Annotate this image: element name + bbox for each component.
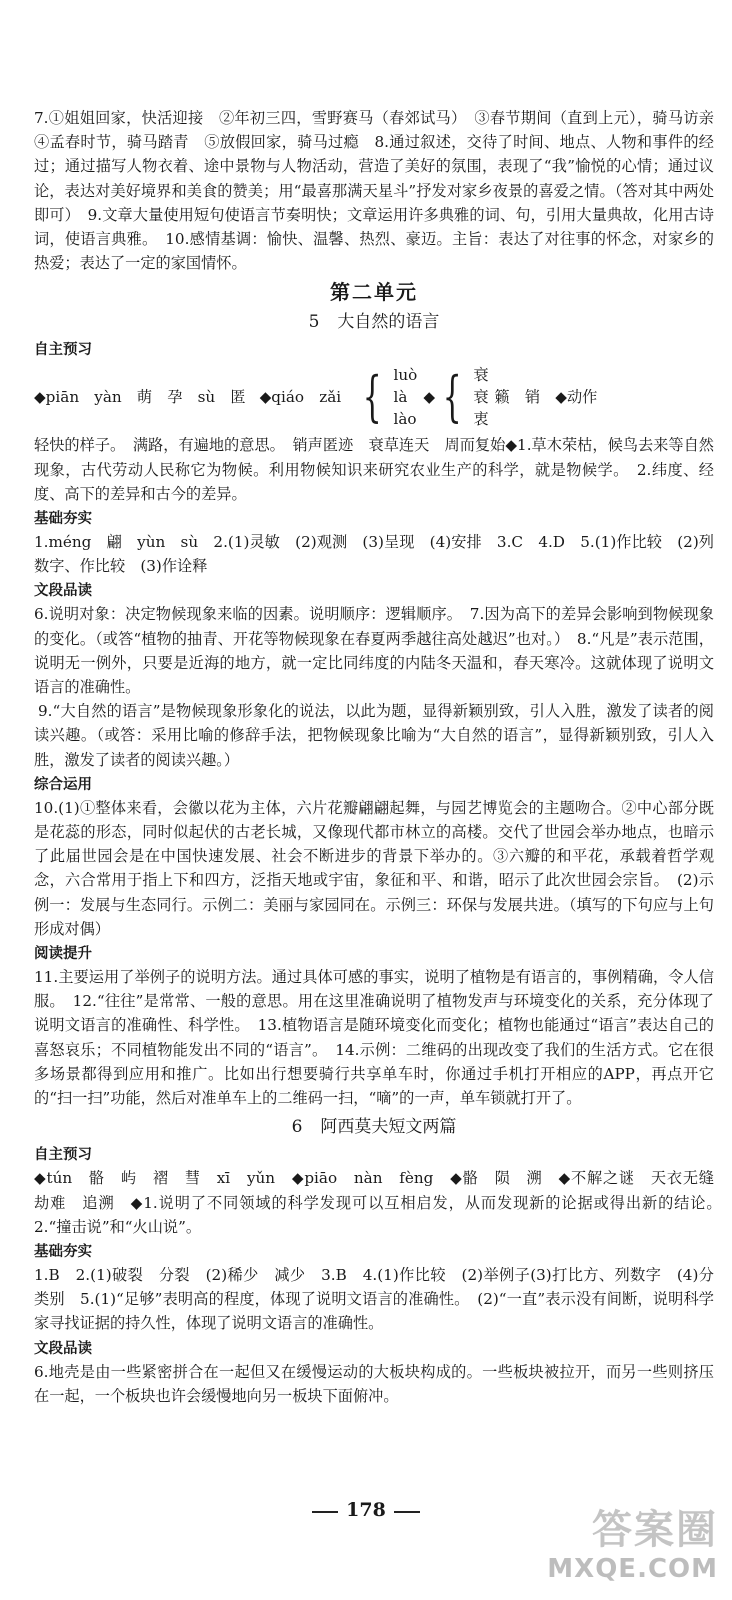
lesson5-title [34, 307, 714, 337]
left-brace-icon: { [442, 365, 462, 429]
lesson5-read-heading: 文段品读 [34, 583, 92, 600]
lesson6-title [34, 1112, 714, 1142]
lesson5-preview-heading: 自主预习 [34, 342, 92, 359]
divider [312, 1511, 338, 1513]
lesson5-improve: 11.主要运用了举例子的说明方法。通过具体可感的事实，说明了植物是有语言的，事例精确，令人信服。 12.“往往”是常常、一般的意思。用在这里准确说明了植物发声与环境变化的关系，充分体现了说明文语言的准确性、科学性。 13.植物语言是随环境变化而变化；植物也能通过“语言”表达自己的喜怒哀乐；不同植物能发出不同的“语言”。 14.示例：二维码的出现改变了我们的生活方式。它在很多场景都得到应用和推广。比如出行想要骑行共享单车时，你通过手机打开相应的APP，再点开它的“扫一扫”功能，然后对准单车上的二维码一扫，“嘀”的一声，单车锁就打开了。 [34, 968, 714, 1108]
lesson6-preview-heading: 自主预习 [34, 1147, 92, 1164]
lesson6-basic: 1.B 2.(1)破裂 分裂 (2)稀少 减少 3.B 4.(1)作比较 (2)举例子(3)打比方、列数字 (4)分类别 5.(1)“足够”表明高的程度，体现了说明文语言的准确性。 (2)“一直”表示没有间断，说明科学家寻找证据的持久性，体现了说明文语言的准确性。 [34, 1265, 714, 1333]
lesson5-basic-heading: 基础夯实 [34, 511, 92, 528]
stack-item: 衷 [473, 410, 489, 429]
unit-title: 第二单元 [330, 280, 418, 305]
stack-item: lào [393, 410, 417, 429]
lesson5-name: 大自然的语言 [337, 312, 440, 333]
page-content [34, 106, 730, 1410]
preview-stack-shuai [473, 364, 488, 430]
preview-pinyin-b: ◆qiáo zǎi [259, 388, 342, 407]
preview-stack-luo [394, 364, 418, 430]
lesson5-improve-heading: 阅读提升 [34, 946, 92, 963]
intro-answers: 7.①姐姐回家，快活迎接 ②年初三四，雪野赛马（春郊试马） ③春节期间（直到上元），骑马访亲 ④孟春时节，骑马踏青 ⑤放假回家，骑马过瘾 8.通过叙述，交待了时间、地点、人物和事件的经过；通过描写人物衣着、途中景物与人物活动，营造了美好的氛围，表现了“我”愉悦的心情；通过议论，表达对美好境界和美食的赞美；用“最喜那满天星斗”抒发对家乡夜景的喜爱之情。（答对其中两处即可） 9.文章大量使用短句使语言节奏明快；文章运用许多典雅的词、句，引用大量典故，化用古诗词，使语言典雅。 10.感情基调：愉快、温馨、热烈、豪迈。主旨：表达了对往事的怀念，对家乡的热爱；表达了一定的家国情怀。 [34, 109, 730, 273]
lesson5-preview-line [34, 361, 714, 433]
lesson6-preview: ◆tún 骼 屿 褶 彗 xī yǔn ◆piāo nàn fèng ◆骼 陨 溯 ◆不解之谜 天衣无缝 劫难 追溯 ◆1.说明了不同领域的科学发现可以互相启发，从而发现新的论据或得出新的结论。 2.“撞击说”和“火山说”。 [34, 1169, 730, 1236]
lesson5-basic: 1.méng 翩 yùn sù 2.(1)灵敏 (2)观测 (3)呈现 (4)安排 3.C 4.D 5.(1)作比较 (2)列数字、作比较 (3)作诠释 [34, 533, 714, 576]
preview-tail: 籁 销 ◆动作 [494, 388, 598, 407]
watermark [547, 1506, 718, 1584]
lesson6-number: 6 [291, 1117, 303, 1138]
divider [394, 1511, 420, 1513]
left-brace-icon: { [362, 365, 382, 429]
lesson5-preview-rest: 轻快的样子。 满路，有遍地的意思。 销声匿迹 衰草连天 周而复始◆1.草木荣枯，候鸟去来等自然现象，古代劳动人民称它为物候。利用物候知识来研究农业生产的科学，就是物候学。 2.纬度、经度、高下的差异和古今的差异。 [34, 436, 714, 503]
preview-pinyin-a: ◆piān yàn 萌 孕 sù 匿 [34, 388, 246, 407]
lesson6-read-heading: 文段品读 [34, 1340, 92, 1357]
lesson5-number: 5 [308, 312, 320, 333]
lesson6-name: 阿西莫夫短文两篇 [320, 1117, 457, 1138]
diamond-icon: ◆ [423, 388, 435, 407]
stack-item: là [393, 388, 408, 407]
lesson5-read-1: 6.说明对象：决定物候现象来临的因素。说明顺序：逻辑顺序。 7.因为高下的差异会影响到物候现象的变化。（或答“植物的抽青、开花等物候现象在春夏两季越往高处越迟”也对。） 8.“凡是”表示范围，说明无一例外，只要是近海的地方，就一定比同纬度的内陆冬天温和，春天寒冷。这就体现了说明文语言的准确性。 [34, 605, 714, 697]
stack-item: 衰 [473, 388, 489, 407]
lesson6-read: 6.地壳是由一些紧密拼合在一起但又在缓慢运动的大板块构成的。一些板块被拉开，而另一些则挤压在一起，一个板块也许会缓慢地向另一板块下面俯冲。 [34, 1362, 714, 1405]
lesson6-basic-heading: 基础夯实 [34, 1243, 92, 1260]
lesson5-apply-heading: 综合运用 [34, 776, 92, 793]
page-number: 178 [346, 1499, 386, 1521]
watermark-logo: 答案圈 [592, 1507, 718, 1553]
watermark-url: MXQE.COM [547, 1554, 718, 1584]
lesson5-read-2: 9.“大自然的语言”是物候现象形象化的说法，以此为题，显得新颖别致，引人入胜，激发了读者的阅读兴趣。（或答：采用比喻的修辞手法，把物候现象比喻为“大自然的语言”，显得新颖别致，引人入胜，激发了读者的阅读兴趣。） [34, 702, 714, 769]
stack-item: 衰 [473, 366, 489, 385]
lesson5-apply: 10.(1)①整体来看，会徽以花为主体，六片花瓣翩翩起舞，与园艺博览会的主题吻合。②中心部分既是花蕊的形态，同时似起伏的古老长城，又像现代都市林立的高楼。交代了世园会举办地点，也暗示了此届世园会是在中国快速发展、社会不断进步的背景下举办的。③六瓣的和平花，承载着哲学观念，六合常用于指上下和四方，泛指天地或宇宙，象征和平、和谐，昭示了此次世园会宗旨。 (2)示例一：发展与生态同行。示例二：美丽与家园同在。示例三：环保与发展共进。（填写的下句应与上句形成对偶） [34, 798, 714, 938]
stack-item: luò [393, 366, 418, 385]
